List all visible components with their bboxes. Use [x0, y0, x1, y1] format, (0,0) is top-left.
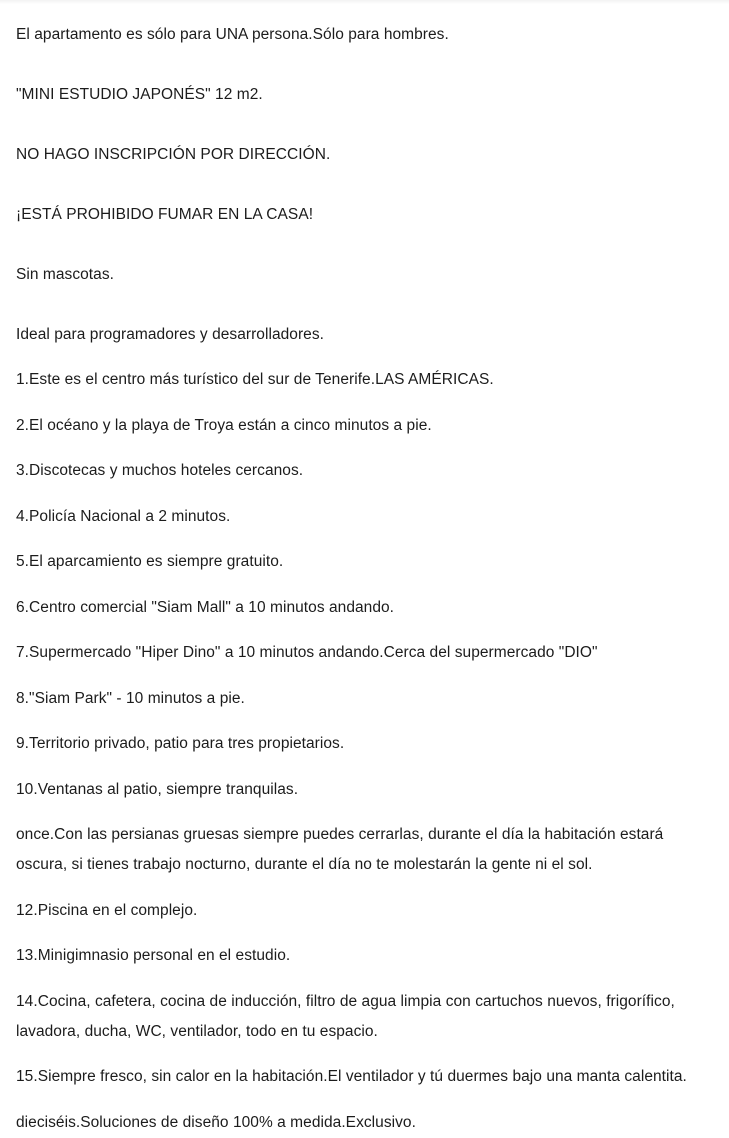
- list-item-14: 14.Cocina, cafetera, cocina de inducción, filtro de agua limpia con cartuchos nuevos, frigorífico, lavadora, ducha, WC, ventilador, todo en tu espacio.: [16, 992, 675, 1040]
- intro-paragraph-4: ¡ESTÁ PROHIBIDO FUMAR EN LA CASA!: [16, 205, 314, 223]
- list-item-2: 2.El océano y la playa de Troya están a cinco minutos a pie.: [16, 416, 432, 434]
- list-item-11: once.Con las persianas gruesas siempre puedes cerrarlas, durante el día la habitación estará oscura, si tienes trabajo nocturno, durante el día no te molestarán la gente ni el sol.: [16, 826, 664, 873]
- list-item-15: 15.Siempre fresco, sin calor en la habitación.El ventilador y tú duermes bajo una manta calentita.: [16, 1068, 687, 1085]
- document-body: [16, 4, 718, 1138]
- intro-paragraph-1: El apartamento es sólo para UNA persona.Sólo para hombres.: [16, 25, 449, 43]
- list-item-5: 5.El aparcamiento es siempre gratuito.: [16, 553, 284, 570]
- intro-paragraph-2: "MINI ESTUDIO JAPONÉS" 12 m2.: [16, 85, 263, 103]
- list-item-1: 1.Este es el centro más turístico del sur de Tenerife.LAS AMÉRICAS.: [16, 371, 494, 388]
- list-item-8: 8."Siam Park" - 10 minutos a pie.: [16, 689, 245, 707]
- list-item-9: 9.Territorio privado, patio para tres propietarios.: [16, 735, 345, 752]
- list-heading: Ideal para programadores y desarrolladores.: [16, 325, 325, 343]
- intro-paragraph-3: NO HAGO INSCRIPCIÓN POR DIRECCIÓN.: [16, 145, 331, 163]
- list-item-13: 13.Minigimnasio personal en el estudio.: [16, 947, 291, 964]
- list-item-10: 10.Ventanas al patio, siempre tranquilas.: [16, 780, 299, 798]
- list-item-3: 3.Discotecas y muchos hoteles cercanos.: [16, 462, 304, 479]
- intro-paragraph-5: Sin mascotas.: [16, 265, 114, 283]
- list-item-7: 7.Supermercado "Hiper Dino" a 10 minutos andando.Cerca del supermercado "DIO": [16, 644, 598, 661]
- list-item-4: 4.Policía Nacional a 2 minutos.: [16, 507, 231, 525]
- list-item-16: dieciséis.Soluciones de diseño 100% a medida.Exclusivo.: [16, 1113, 416, 1131]
- list-item-12: 12.Piscina en el complejo.: [16, 901, 198, 919]
- list-item-6: 6.Centro comercial "Siam Mall" a 10 minutos andando.: [16, 598, 395, 616]
